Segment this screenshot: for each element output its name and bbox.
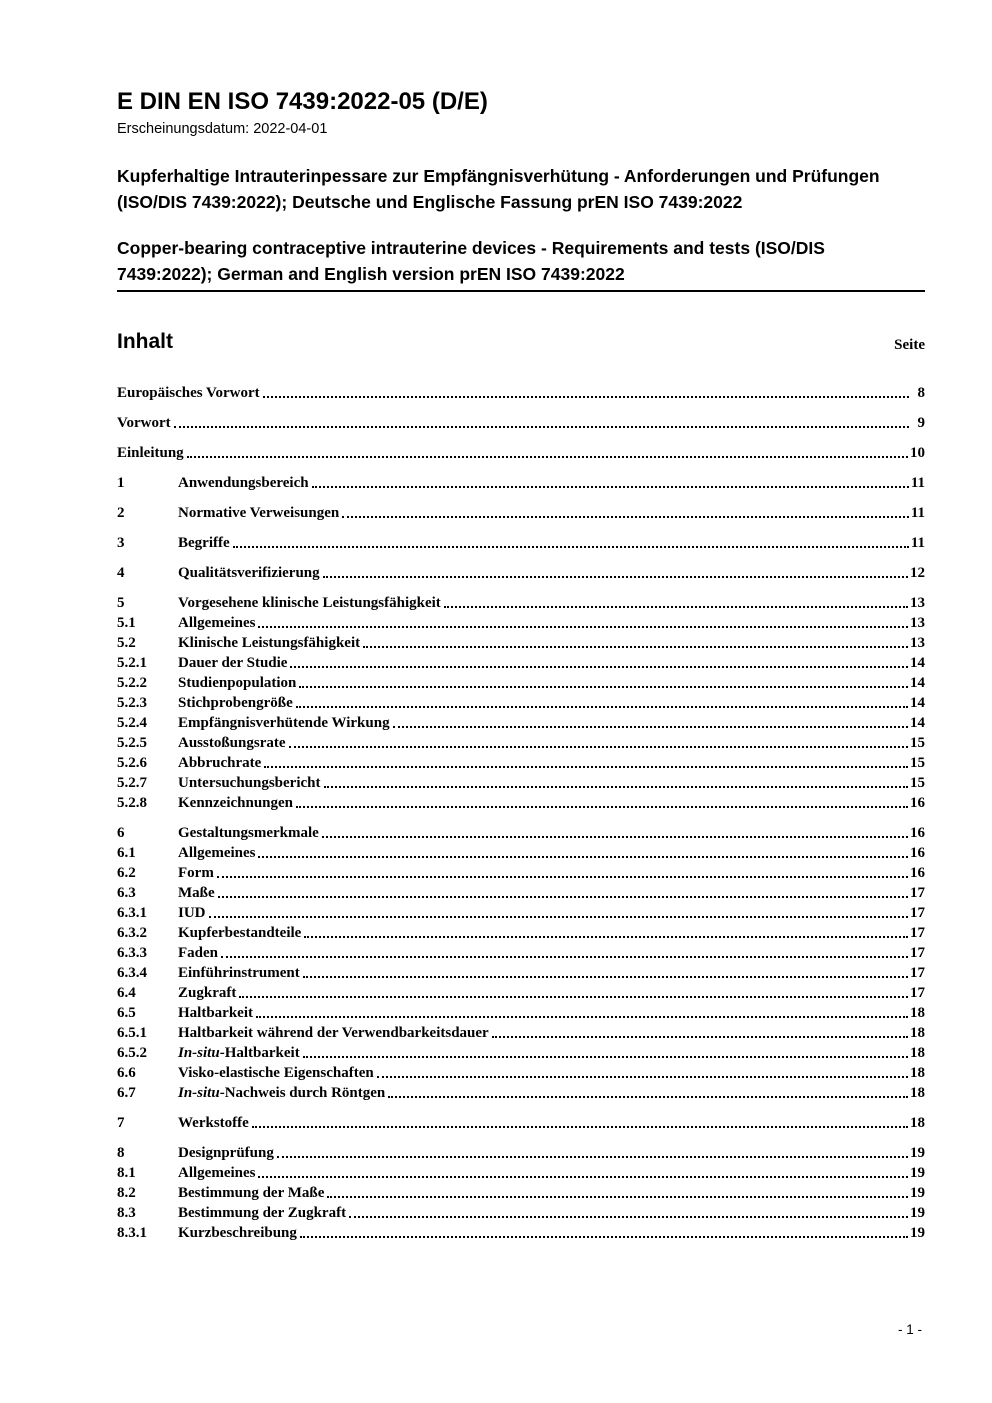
- document-subtitle-german: Kupferhaltige Intrauterinpessare zur Empfängnisverhütung - Anforderungen und Prüfungen (ISO/DIS 7439:2022); Deutsche und Englische Fassung prEN ISO 7439:2022: [117, 166, 880, 212]
- toc-dotted-leader: [252, 1126, 908, 1128]
- toc-dotted-leader: [377, 1076, 908, 1078]
- toc-entry-label: In-situ-Haltbarkeit: [178, 1045, 300, 1061]
- toc-dotted-leader: [349, 1216, 908, 1218]
- toc-dotted-leader: [322, 836, 908, 838]
- toc-entry-number: 5.2: [117, 635, 136, 651]
- toc-entry-number: 5.1: [117, 615, 136, 631]
- toc-row: [117, 842, 925, 862]
- toc-entry-page: 19: [910, 1185, 925, 1201]
- toc-entry-page: 19: [910, 1225, 925, 1241]
- publication-date: Erscheinungsdatum: 2022-04-01: [117, 121, 328, 137]
- toc-entry-page: 17: [910, 985, 925, 1001]
- toc-dotted-leader: [296, 706, 908, 708]
- toc-entry-label: Ausstoßungsrate: [178, 735, 286, 751]
- toc-entry-label: Kurzbeschreibung: [178, 1225, 297, 1241]
- toc-entry-page: 14: [910, 715, 925, 731]
- toc-entry-number: 6.5.1: [117, 1025, 147, 1041]
- toc-row: [117, 672, 925, 692]
- toc-entry-number: 8.1: [117, 1165, 136, 1181]
- toc-row: [117, 632, 925, 652]
- toc-entry-number: 6.3.4: [117, 965, 147, 981]
- toc-entry-page: 18: [910, 1005, 925, 1021]
- toc-heading: Inhalt: [117, 330, 173, 353]
- toc-entry-label: Empfängnisverhütende Wirkung: [178, 715, 390, 731]
- toc-entry-label: Zugkraft: [178, 985, 237, 1001]
- toc-list: [117, 382, 925, 1242]
- toc-entry-page: 19: [910, 1205, 925, 1221]
- toc-entry-number: 6.3.1: [117, 905, 147, 921]
- toc-entry-page: 13: [910, 635, 925, 651]
- toc-dotted-leader: [327, 1196, 908, 1198]
- toc-entry-label: Normative Verweisungen: [178, 505, 340, 521]
- toc-entry-label: Europäisches Vorwort: [117, 385, 260, 401]
- toc-entry-page: 12: [910, 565, 925, 581]
- toc-row: [117, 412, 925, 432]
- toc-dotted-leader: [258, 626, 908, 628]
- toc-dotted-leader: [444, 606, 908, 608]
- toc-dotted-leader: [258, 856, 908, 858]
- toc-row: [117, 1112, 925, 1132]
- toc-dotted-leader: [324, 786, 908, 788]
- toc-entry-page: 18: [910, 1115, 925, 1131]
- toc-entry-label: Form: [178, 865, 214, 881]
- toc-entry-page: 13: [910, 595, 925, 611]
- toc-entry-label: Anwendungsbereich: [178, 475, 309, 491]
- toc-dotted-leader: [393, 726, 908, 728]
- toc-dotted-leader: [303, 1056, 908, 1058]
- toc-entry-number: 5.2.3: [117, 695, 147, 711]
- toc-entry-page: 18: [910, 1025, 925, 1041]
- toc-entry-label: Haltbarkeit: [178, 1005, 253, 1021]
- toc-entry-label: Begriffe: [178, 535, 230, 551]
- toc-row: [117, 902, 925, 922]
- toc-entry-label: Vorgesehene klinische Leistungsfähigkeit: [178, 595, 441, 611]
- toc-row: [117, 692, 925, 712]
- toc-row: [117, 592, 925, 612]
- toc-entry-number: 5.2.7: [117, 775, 147, 791]
- footer-page-number: - 1 -: [897, 1322, 922, 1337]
- toc-entry-number: 6.3: [117, 885, 136, 901]
- toc-dotted-leader: [289, 746, 908, 748]
- toc-row: [117, 922, 925, 942]
- toc-entry-label: Bestimmung der Maße: [178, 1185, 325, 1201]
- toc-entry-label: Werkstoffe: [178, 1115, 249, 1131]
- toc-entry-page: 17: [910, 885, 925, 901]
- toc-row: [117, 962, 925, 982]
- toc-entry-page: 15: [910, 775, 925, 791]
- toc-entry-page: 11: [910, 535, 925, 551]
- toc-dotted-leader: [209, 916, 908, 918]
- toc-entry-number: 5.2.5: [117, 735, 147, 751]
- toc-dotted-leader: [290, 666, 908, 668]
- toc-entry-label: Stichprobengröße: [178, 695, 293, 711]
- toc-row: [117, 1022, 925, 1042]
- toc-entry-number: 6.4: [117, 985, 136, 1001]
- toc-dotted-leader: [300, 1236, 908, 1238]
- toc-row: [117, 822, 925, 842]
- toc-row: [117, 772, 925, 792]
- toc-entry-page: 19: [910, 1145, 925, 1161]
- toc-entry-label: Maße: [178, 885, 215, 901]
- toc-row: [117, 532, 925, 552]
- toc-entry-number: 6.7: [117, 1085, 136, 1101]
- toc-entry-label: Einführinstrument: [178, 965, 300, 981]
- toc-entry-page: 17: [910, 905, 925, 921]
- toc-entry-number: 6.3.3: [117, 945, 147, 961]
- toc-entry-label: Kennzeichnungen: [178, 795, 294, 811]
- toc-entry-number: 5.2.8: [117, 795, 147, 811]
- toc-entry-number: 5.2.6: [117, 755, 147, 771]
- toc-entry-page: 17: [910, 945, 925, 961]
- toc-dotted-leader: [304, 936, 908, 938]
- toc-entry-number: 5: [117, 595, 125, 611]
- toc-entry-number: 4: [117, 565, 125, 581]
- toc-entry-page: 11: [910, 475, 925, 491]
- toc-dotted-leader: [217, 876, 908, 878]
- toc-entry-page: 17: [910, 965, 925, 981]
- toc-row: [117, 442, 925, 462]
- toc-entry-label: Kupferbestandteile: [178, 925, 302, 941]
- toc-entry-page: 17: [910, 925, 925, 941]
- toc-row: [117, 562, 925, 582]
- toc-entry-number: 7: [117, 1115, 125, 1131]
- toc-dotted-leader: [492, 1036, 908, 1038]
- toc-entry-page: 18: [910, 1045, 925, 1061]
- toc-dotted-leader: [263, 396, 909, 398]
- toc-dotted-leader: [323, 576, 908, 578]
- toc-entry-number: 6.5.2: [117, 1045, 147, 1061]
- toc-entry-page: 16: [910, 845, 925, 861]
- toc-entry-number: 8.3.1: [117, 1225, 147, 1241]
- toc-row: [117, 502, 925, 522]
- toc-dotted-leader: [264, 766, 908, 768]
- toc-entry-label: Abbruchrate: [178, 755, 262, 771]
- toc-row: [117, 1142, 925, 1162]
- toc-entry-number: 5.2.4: [117, 715, 147, 731]
- toc-entry-page: 18: [910, 1085, 925, 1101]
- toc-entry-label: Vorwort: [117, 415, 171, 431]
- toc-row: [117, 1162, 925, 1182]
- toc-entry-label: Allgemeines: [178, 845, 256, 861]
- toc-entry-number: 6: [117, 825, 125, 841]
- toc-row: [117, 752, 925, 772]
- toc-row: [117, 732, 925, 752]
- toc-row: [117, 862, 925, 882]
- toc-row: [117, 1002, 925, 1022]
- toc-entry-page: 16: [910, 825, 925, 841]
- toc-row: [117, 652, 925, 672]
- toc-page-column-label: Seite: [894, 337, 925, 353]
- toc-entry-label: Dauer der Studie: [178, 655, 288, 671]
- toc-row: [117, 942, 925, 962]
- toc-entry-page: 13: [910, 615, 925, 631]
- toc-header: [117, 330, 925, 354]
- toc-entry-label: Untersuchungsbericht: [178, 775, 321, 791]
- toc-dotted-leader: [221, 956, 908, 958]
- toc-entry-label: Qualitätsverifizierung: [178, 565, 320, 581]
- toc-entry-page: 11: [910, 505, 925, 521]
- toc-entry-page: 10: [910, 445, 925, 461]
- toc-dotted-leader: [277, 1156, 908, 1158]
- toc-entry-label: IUD: [178, 905, 206, 921]
- toc-row: [117, 1042, 925, 1062]
- toc-entry-number: 3: [117, 535, 125, 551]
- toc-entry-page: 15: [910, 755, 925, 771]
- toc-entry-label: Haltbarkeit während der Verwendbarkeitsdauer: [178, 1025, 489, 1041]
- toc-entry-label: Faden: [178, 945, 219, 961]
- toc-dotted-leader: [239, 996, 908, 998]
- toc-row: [117, 792, 925, 812]
- toc-dotted-leader: [258, 1176, 908, 1178]
- toc-entry-label: Visko-elastische Eigenschaften: [178, 1065, 374, 1081]
- toc-dotted-leader: [218, 896, 908, 898]
- toc-entry-number: 6.5: [117, 1005, 136, 1021]
- toc-entry-label: Allgemeines: [178, 1165, 256, 1181]
- toc-dotted-leader: [363, 646, 908, 648]
- toc-entry-page: 9: [917, 415, 925, 431]
- toc-row: [117, 1182, 925, 1202]
- toc-dotted-leader: [342, 516, 909, 518]
- toc-entry-label: Designprüfung: [178, 1145, 274, 1161]
- toc-entry-label: Einleitung: [117, 445, 184, 461]
- toc-entry-number: 6.1: [117, 845, 136, 861]
- document-subtitle-english: Copper-bearing contraceptive intrauterine devices - Requirements and tests (ISO/DIS 7439:2022); German and English version prEN ISO 7439:2022: [117, 235, 925, 292]
- toc-entry-number: 8: [117, 1145, 125, 1161]
- toc-entry-page: 8: [917, 385, 925, 401]
- toc-entry-number: 2: [117, 505, 125, 521]
- toc-row: [117, 472, 925, 492]
- toc-dotted-leader: [256, 1016, 908, 1018]
- toc-entry-number: 1: [117, 475, 125, 491]
- toc-dotted-leader: [312, 486, 909, 488]
- toc-entry-number: 5.2.1: [117, 655, 147, 671]
- toc-row: [117, 982, 925, 1002]
- toc-dotted-leader: [174, 426, 909, 428]
- document-title: E DIN EN ISO 7439:2022-05 (D/E): [117, 88, 488, 115]
- toc-entry-page: 16: [910, 795, 925, 811]
- toc-entry-label: In-situ-Nachweis durch Röntgen: [178, 1085, 386, 1101]
- toc-entry-label: Klinische Leistungsfähigkeit: [178, 635, 361, 651]
- toc-row: [117, 1082, 925, 1102]
- toc-entry-page: 16: [910, 865, 925, 881]
- toc-row: [117, 382, 925, 402]
- toc-entry-page: 18: [910, 1065, 925, 1081]
- toc-entry-number: 5.2.2: [117, 675, 147, 691]
- toc-entry-label: Studienpopulation: [178, 675, 297, 691]
- toc-dotted-leader: [303, 976, 908, 978]
- toc-row: [117, 1222, 925, 1242]
- toc-row: [117, 882, 925, 902]
- toc-dotted-leader: [187, 456, 908, 458]
- toc-dotted-leader: [296, 806, 908, 808]
- toc-entry-number: 8.2: [117, 1185, 136, 1201]
- toc-entry-label: Gestaltungsmerkmale: [178, 825, 319, 841]
- toc-entry-page: 14: [910, 695, 925, 711]
- toc-entry-page: 15: [910, 735, 925, 751]
- toc-entry-number: 6.2: [117, 865, 136, 881]
- toc-entry-page: 14: [910, 675, 925, 691]
- toc-row: [117, 1202, 925, 1222]
- toc-entry-number: 6.3.2: [117, 925, 147, 941]
- toc-row: [117, 1062, 925, 1082]
- toc-entry-page: 19: [910, 1165, 925, 1181]
- toc-dotted-leader: [388, 1096, 908, 1098]
- toc-entry-label: Bestimmung der Zugkraft: [178, 1205, 347, 1221]
- toc-entry-page: 14: [910, 655, 925, 671]
- toc-row: [117, 612, 925, 632]
- toc-entry-number: 6.6: [117, 1065, 136, 1081]
- toc-entry-number: 8.3: [117, 1205, 136, 1221]
- toc-dotted-leader: [233, 546, 909, 548]
- toc-entry-label: Allgemeines: [178, 615, 256, 631]
- toc-row: [117, 712, 925, 732]
- toc-dotted-leader: [299, 686, 908, 688]
